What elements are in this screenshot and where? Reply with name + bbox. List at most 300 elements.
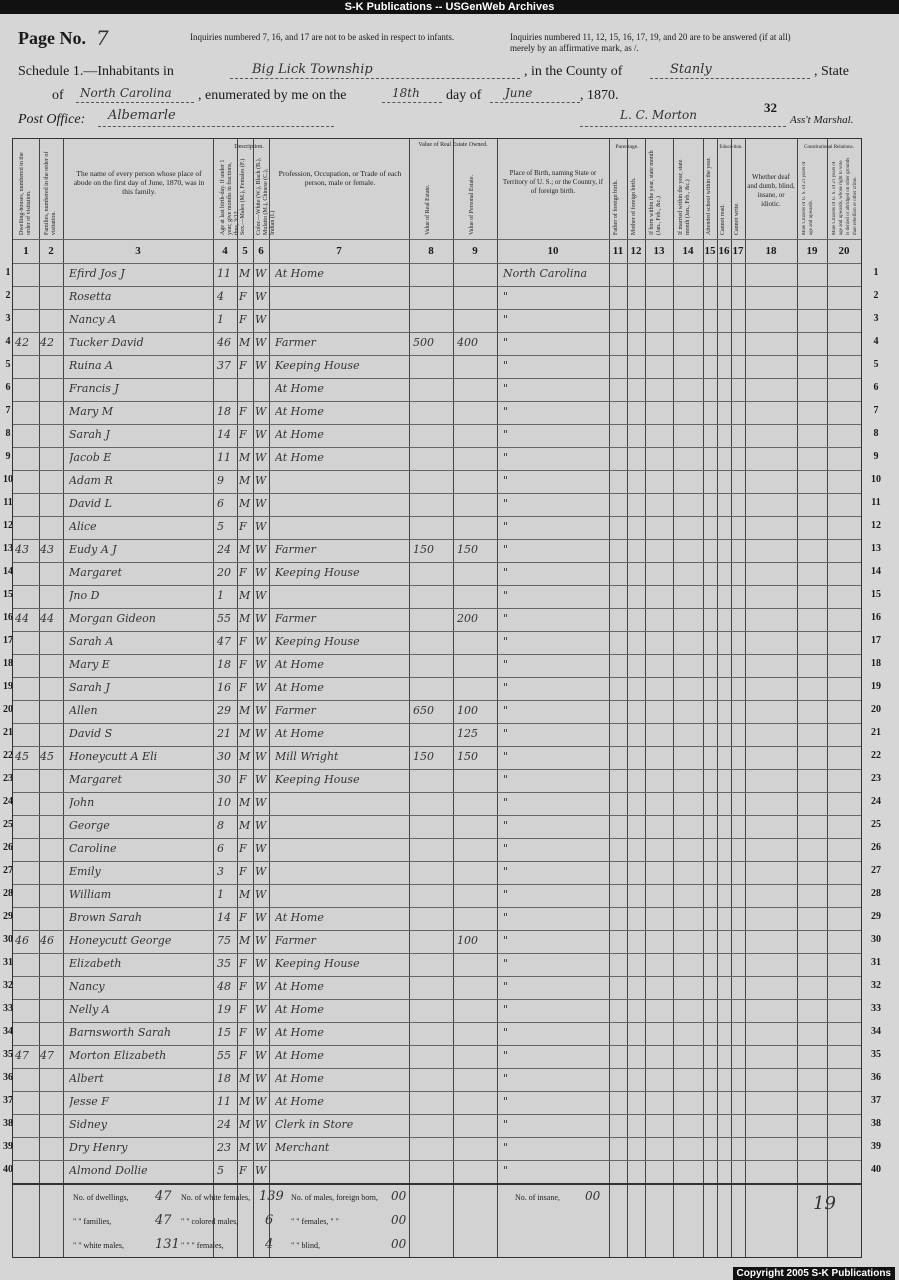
- sex: F: [239, 635, 247, 648]
- birthplace: ": [503, 1049, 509, 1062]
- occupation: At Home: [275, 911, 324, 924]
- birthplace: ": [503, 773, 509, 786]
- birthplace: ": [503, 313, 509, 326]
- occupation: At Home: [275, 1026, 324, 1039]
- sex: M: [239, 497, 251, 510]
- person-name: George: [69, 819, 110, 832]
- personal-estate-value: 150: [457, 543, 478, 556]
- person-name: John: [69, 796, 95, 809]
- occupation: At Home: [275, 267, 324, 280]
- age: 46: [217, 336, 231, 349]
- color: W: [255, 773, 267, 786]
- line-number-left: 35: [3, 1049, 13, 1060]
- person-name: Honeycutt George: [69, 934, 172, 947]
- birthplace: ": [503, 727, 509, 740]
- footer-colored-females-label: " " " females,: [181, 1241, 224, 1250]
- line-number-left: 10: [3, 474, 13, 485]
- column-number: 19: [806, 245, 818, 257]
- birthplace: ": [503, 796, 509, 809]
- person-name: Allen: [69, 704, 98, 717]
- age: 15: [217, 1026, 231, 1039]
- line-number-right: 6: [873, 382, 879, 393]
- occupation: Farmer: [275, 612, 316, 625]
- color: W: [255, 543, 267, 556]
- line-number-right: 13: [871, 543, 881, 554]
- dwelling-number: 47: [15, 1049, 29, 1062]
- real-estate-value: 500: [413, 336, 434, 349]
- person-name: Mary E: [69, 658, 110, 671]
- color: W: [255, 658, 267, 671]
- footer-colored-females-value: 4: [265, 1237, 274, 1252]
- birthplace: ": [503, 589, 509, 602]
- age: 30: [217, 773, 231, 786]
- age: 55: [217, 1049, 231, 1062]
- birthplace: ": [503, 428, 509, 441]
- person-name: Mary M: [69, 405, 114, 418]
- line-number-left: 34: [3, 1026, 13, 1037]
- color: W: [255, 566, 267, 579]
- line-number-left: 1: [5, 267, 11, 278]
- sex: M: [239, 1072, 251, 1085]
- state-value: North Carolina: [80, 86, 172, 100]
- sex: M: [239, 1141, 251, 1154]
- occupation: Mill Wright: [275, 750, 339, 763]
- age: 16: [217, 681, 231, 694]
- post-office-value: Albemarle: [108, 108, 176, 123]
- line-number-left: 7: [5, 405, 11, 416]
- color: W: [255, 1049, 267, 1062]
- person-name: Jacob E: [69, 451, 112, 464]
- line-number-right: 7: [873, 405, 879, 416]
- line-number-left: 23: [3, 773, 13, 784]
- age: 11: [217, 1095, 231, 1108]
- sex: F: [239, 1003, 247, 1016]
- sex: F: [239, 773, 247, 786]
- sex: M: [239, 750, 251, 763]
- age: 19: [217, 1003, 231, 1016]
- birthplace: ": [503, 658, 509, 671]
- instruction-2: Inquiries numbered 11, 12, 15, 16, 17, 19, and 20 are to be answered (if at all): [510, 32, 791, 42]
- color: W: [255, 865, 267, 878]
- line-number-right: 12: [871, 520, 881, 531]
- line-number-right: 40: [871, 1164, 881, 1175]
- line-number-left: 9: [5, 451, 11, 462]
- copyright-notice: Copyright 2005 S-K Publications: [733, 1267, 895, 1280]
- line-number-left: 28: [3, 888, 13, 899]
- state-label: , State: [814, 64, 849, 79]
- person-name: Barnsworth Sarah: [69, 1026, 171, 1039]
- column-number: 6: [258, 245, 264, 257]
- age: 6: [217, 497, 224, 510]
- person-name: Efird Jos J: [69, 267, 125, 280]
- col12-header: Mother of foreign birth.: [631, 177, 637, 235]
- line-number-right: 23: [871, 773, 881, 784]
- personal-estate-value: 150: [457, 750, 478, 763]
- column-number: 4: [222, 245, 228, 257]
- line-number-right: 37: [871, 1095, 881, 1106]
- color: W: [255, 497, 267, 510]
- person-name: William: [69, 888, 112, 901]
- person-name: Almond Dollie: [69, 1164, 148, 1177]
- line-number-left: 30: [3, 934, 13, 945]
- line-number-left: 17: [3, 635, 13, 646]
- line-number-left: 5: [5, 359, 11, 370]
- person-name: Sidney: [69, 1118, 107, 1131]
- birthplace: ": [503, 888, 509, 901]
- person-name: Nancy A: [69, 313, 117, 326]
- column-number: 5: [242, 245, 248, 257]
- dwelling-number: 46: [15, 934, 29, 947]
- personal-estate-value: 200: [457, 612, 478, 625]
- footer-insane-label: No. of insane,: [515, 1193, 560, 1202]
- birthplace: ": [503, 1141, 509, 1154]
- color: W: [255, 1026, 267, 1039]
- age: 10: [217, 796, 231, 809]
- occupation: At Home: [275, 428, 324, 441]
- person-name: Jesse F: [69, 1095, 109, 1108]
- footer-white-females-value: 139: [259, 1189, 284, 1204]
- col14-header: If married within the year, state month (Jan., Feb., &c.): [678, 159, 691, 235]
- line-number-right: 4: [873, 336, 879, 347]
- color: W: [255, 1118, 267, 1131]
- age: 48: [217, 980, 231, 993]
- color: W: [255, 750, 267, 763]
- column-number: 16: [718, 245, 730, 257]
- person-name: Albert: [69, 1072, 104, 1085]
- marshal-number: 32: [764, 100, 777, 115]
- color: W: [255, 980, 267, 993]
- line-number-left: 21: [3, 727, 13, 738]
- sex: F: [239, 865, 247, 878]
- line-number-right: 31: [871, 957, 881, 968]
- age: 35: [217, 957, 231, 970]
- line-number-left: 11: [3, 497, 13, 508]
- page-number: 7: [96, 26, 109, 50]
- person-name: Caroline: [69, 842, 117, 855]
- line-number-right: 2: [873, 290, 879, 301]
- col7-header: Profession, Occupation, or Trade of each person, male or female.: [278, 169, 402, 187]
- occupation: At Home: [275, 980, 324, 993]
- color: W: [255, 612, 267, 625]
- line-number-left: 32: [3, 980, 13, 991]
- family-number: 45: [40, 750, 54, 763]
- birthplace: ": [503, 290, 509, 303]
- age: 4: [217, 290, 224, 303]
- footer-colored-males-value: 6: [265, 1213, 274, 1228]
- day-value: 18th: [392, 86, 420, 100]
- birthplace: ": [503, 911, 509, 924]
- line-number-right: 29: [871, 911, 881, 922]
- col20-header: Male Citizens of U. S. of 21 years of age and upwards, whose right to vote is denied or abridged on other grounds than rebellion or other crime.: [832, 157, 858, 235]
- column-number: 12: [630, 245, 642, 257]
- birthplace: ": [503, 451, 509, 464]
- occupation: At Home: [275, 727, 324, 740]
- occupation: At Home: [275, 1049, 324, 1062]
- sex: M: [239, 543, 251, 556]
- line-number-right: 36: [871, 1072, 881, 1083]
- age: 30: [217, 750, 231, 763]
- dwelling-number: 44: [15, 612, 29, 625]
- line-number-right: 39: [871, 1141, 881, 1152]
- footer-dwellings-label: No. of dwellings,: [73, 1193, 129, 1202]
- real-estate-value: 650: [413, 704, 434, 717]
- occupation: Keeping House: [275, 957, 360, 970]
- line-number-left: 3: [5, 313, 11, 324]
- occupation: Keeping House: [275, 773, 360, 786]
- col13-header: If born within the year, state month (Jan., Feb., &c.): [649, 150, 662, 235]
- color: W: [255, 681, 267, 694]
- age: 37: [217, 359, 231, 372]
- line-number-left: 18: [3, 658, 13, 669]
- line-number-right: 30: [871, 934, 881, 945]
- birthplace: ": [503, 865, 509, 878]
- birthplace: ": [503, 934, 509, 947]
- family-number: 44: [40, 612, 54, 625]
- color: W: [255, 313, 267, 326]
- birthplace: ": [503, 1095, 509, 1108]
- line-number-right: 22: [871, 750, 881, 761]
- sex: F: [239, 405, 247, 418]
- sex: F: [239, 566, 247, 579]
- age: 1: [217, 888, 224, 901]
- line-number-left: 24: [3, 796, 13, 807]
- birthplace: ": [503, 819, 509, 832]
- age: 24: [217, 1118, 231, 1131]
- birthplace: ": [503, 980, 509, 993]
- occupation: At Home: [275, 1095, 324, 1108]
- birthplace: ": [503, 497, 509, 510]
- person-name: Honeycutt A Eli: [69, 750, 158, 763]
- footer-colored-males-label: " " colored males,: [181, 1217, 239, 1226]
- color: W: [255, 428, 267, 441]
- footer-families-label: " " families,: [73, 1217, 112, 1226]
- col1-header: Dwelling-houses, numbered in the order of visitation.: [19, 152, 32, 235]
- sex: F: [239, 681, 247, 694]
- footer-dwellings-value: 47: [155, 1189, 172, 1204]
- line-number-right: 11: [871, 497, 881, 508]
- line-number-left: 6: [5, 382, 11, 393]
- person-name: Alice: [69, 520, 97, 533]
- sex: M: [239, 796, 251, 809]
- footer-foreign-males-value: 00: [391, 1189, 407, 1203]
- sex: M: [239, 589, 251, 602]
- sex: M: [239, 934, 251, 947]
- person-name: Rosetta: [69, 290, 112, 303]
- birthplace: ": [503, 566, 509, 579]
- constitutional-header: Constitutional Relations.: [804, 145, 854, 150]
- year-label: , 1870.: [580, 88, 619, 103]
- footer-blind-value: 00: [391, 1237, 407, 1251]
- col15-header: Attended school within the year.: [706, 157, 712, 235]
- line-number-left: 16: [3, 612, 13, 623]
- sex: F: [239, 658, 247, 671]
- column-number: 14: [682, 245, 694, 257]
- person-name: Morton Elizabeth: [69, 1049, 167, 1062]
- line-number-right: 17: [871, 635, 881, 646]
- color: W: [255, 1141, 267, 1154]
- census-table: [12, 138, 862, 1258]
- age: 1: [217, 589, 224, 602]
- line-number-right: 32: [871, 980, 881, 991]
- occupation: Merchant: [275, 1141, 330, 1154]
- color: W: [255, 819, 267, 832]
- family-number: 47: [40, 1049, 54, 1062]
- person-name: Ruina A: [69, 359, 113, 372]
- line-number-left: 13: [3, 543, 13, 554]
- line-number-right: 14: [871, 566, 881, 577]
- col19-header: Male Citizens of U. S. of 21 years of age and upwards.: [802, 161, 814, 235]
- birthplace: ": [503, 1164, 509, 1177]
- color: W: [255, 842, 267, 855]
- line-number-left: 31: [3, 957, 13, 968]
- line-number-right: 38: [871, 1118, 881, 1129]
- person-name: Emily: [69, 865, 101, 878]
- parentage-header: Parentage.: [615, 144, 639, 150]
- color: W: [255, 934, 267, 947]
- footer-white-males-value: 131: [155, 1237, 180, 1252]
- line-number-left: 14: [3, 566, 13, 577]
- color: W: [255, 1003, 267, 1016]
- person-name: Sarah A: [69, 635, 114, 648]
- enumerated-label: , enumerated by me on the: [198, 88, 347, 103]
- sex: M: [239, 612, 251, 625]
- line-number-right: 35: [871, 1049, 881, 1060]
- family-number: 43: [40, 543, 54, 556]
- sex: F: [239, 359, 247, 372]
- line-number-right: 18: [871, 658, 881, 669]
- sex: M: [239, 727, 251, 740]
- birthplace: ": [503, 681, 509, 694]
- birthplace: ": [503, 635, 509, 648]
- sex: F: [239, 1164, 247, 1177]
- age: 11: [217, 267, 231, 280]
- line-number-left: 33: [3, 1003, 13, 1014]
- color: W: [255, 589, 267, 602]
- occupation: At Home: [275, 658, 324, 671]
- color: W: [255, 405, 267, 418]
- age: 8: [217, 819, 224, 832]
- person-name: Margaret: [69, 773, 122, 786]
- age: 21: [217, 727, 231, 740]
- column-number: 11: [612, 245, 624, 257]
- column-number: 1: [23, 245, 29, 257]
- line-number-right: 21: [871, 727, 881, 738]
- line-number-right: 10: [871, 474, 881, 485]
- line-number-left: 4: [5, 336, 11, 347]
- footer-white-females-label: No. of white females,: [181, 1193, 251, 1202]
- township-value: Big Lick Township: [252, 62, 373, 77]
- person-name: Elizabeth: [69, 957, 122, 970]
- person-name: Sarah J: [69, 681, 110, 694]
- line-number-left: 26: [3, 842, 13, 853]
- line-number-left: 40: [3, 1164, 13, 1175]
- line-number-right: 3: [873, 313, 879, 324]
- col4-header: Age at last birth-day. If under 1 year, give months in fractions, thus, 3/12.: [220, 159, 240, 235]
- person-name: David S: [69, 727, 113, 740]
- education-header: Educa-tion.: [719, 145, 743, 150]
- column-number: 7: [336, 245, 342, 257]
- color: W: [255, 1095, 267, 1108]
- dwelling-number: 43: [15, 543, 29, 556]
- age: 29: [217, 704, 231, 717]
- day-label: day of: [446, 88, 482, 103]
- line-number-left: 15: [3, 589, 13, 600]
- birthplace: ": [503, 957, 509, 970]
- color: W: [255, 911, 267, 924]
- line-number-left: 20: [3, 704, 13, 715]
- column-number: 20: [838, 245, 850, 257]
- color: W: [255, 635, 267, 648]
- person-name: Nancy: [69, 980, 105, 993]
- occupation: Farmer: [275, 336, 316, 349]
- birthplace: ": [503, 1003, 509, 1016]
- line-number-right: 27: [871, 865, 881, 876]
- real-estate-header: Value of Real Estate Owned.: [418, 142, 488, 148]
- line-number-right: 19: [871, 681, 881, 692]
- line-number-right: 28: [871, 888, 881, 899]
- person-name: Nelly A: [69, 1003, 110, 1016]
- birthplace: ": [503, 474, 509, 487]
- line-number-right: 15: [871, 589, 881, 600]
- col3-header: The name of every person whose place of abode on the first day of June, 1870, was in this family.: [73, 169, 205, 196]
- age: 5: [217, 1164, 224, 1177]
- birthplace: ": [503, 750, 509, 763]
- month-value: June: [505, 86, 533, 100]
- age: 1: [217, 313, 224, 326]
- col10-header: Place of Birth, naming State or Territory of U. S.; or the Country, if of foreign birth.: [502, 169, 604, 195]
- schedule-label: Schedule 1.—Inhabitants in: [18, 64, 174, 79]
- person-name: Margaret: [69, 566, 122, 579]
- post-office-label: Post Office:: [18, 112, 86, 127]
- sex: F: [239, 1026, 247, 1039]
- occupation: Keeping House: [275, 359, 360, 372]
- line-number-left: 29: [3, 911, 13, 922]
- occupation: Keeping House: [275, 635, 360, 648]
- line-number-right: 26: [871, 842, 881, 853]
- sex: F: [239, 1049, 247, 1062]
- col6-header: Color.—White (W.), Black (B.), Mulatto (M.), Chinese (C.), Indian (I.): [256, 157, 276, 235]
- line-number-right: 8: [873, 428, 879, 439]
- col9-header: Value of Personal Estate.: [469, 175, 475, 235]
- color: W: [255, 1164, 267, 1177]
- sex: M: [239, 819, 251, 832]
- birthplace: ": [503, 543, 509, 556]
- age: 18: [217, 1072, 231, 1085]
- line-number-right: 20: [871, 704, 881, 715]
- person-name: David L: [69, 497, 112, 510]
- birthplace: ": [503, 336, 509, 349]
- line-number-right: 1: [873, 267, 879, 278]
- color: W: [255, 451, 267, 464]
- family-number: 42: [40, 336, 54, 349]
- occupation: At Home: [275, 1003, 324, 1016]
- age: 20: [217, 566, 231, 579]
- person-name: Tucker David: [69, 336, 144, 349]
- marshal-label: Ass't Marshal.: [790, 114, 854, 126]
- line-number-right: 34: [871, 1026, 881, 1037]
- line-number-right: 25: [871, 819, 881, 830]
- person-name: Francis J: [69, 382, 119, 395]
- col18-header: Whether deaf and dumb, blind, insane, or idiotic.: [747, 173, 795, 208]
- page-label: Page No.: [18, 28, 86, 48]
- col2-header: Families, numbered in the order of visitation.: [44, 151, 57, 235]
- personal-estate-value: 100: [457, 704, 478, 717]
- column-number: 13: [653, 245, 665, 257]
- col8-header: Value of Real Estate.: [425, 184, 431, 235]
- description-header: Description.: [234, 144, 264, 150]
- occupation: At Home: [275, 405, 324, 418]
- line-number-left: 38: [3, 1118, 13, 1129]
